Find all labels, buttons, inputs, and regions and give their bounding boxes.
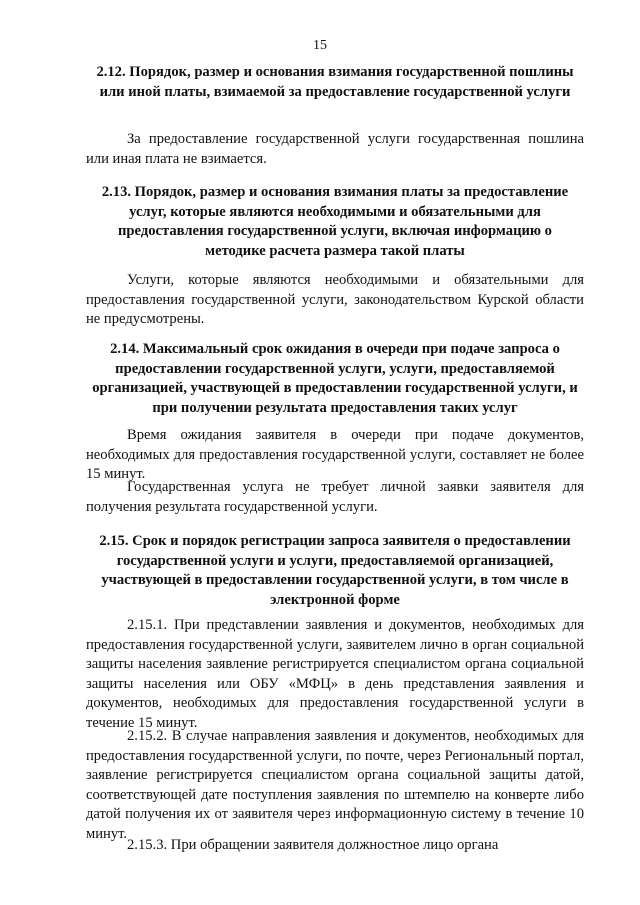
section-2-14-paragraph-2: Государственная услуга не требует личной заявки заявителя для получения результата государственной услуги. [86, 479, 584, 515]
section-2-15-3-paragraph: 2.15.3. При обращении заявителя должностное лицо органа [127, 837, 499, 853]
section-2-14-paragraph-1: Время ожидания заявителя в очереди при подаче документов, необходимых для предоставления государственной услуги, составляет не более 15 минут. [86, 427, 584, 482]
section-2-15-2-paragraph: 2.15.2. В случае направления заявления и документов, необходимых для предоставления государственной услуги, по почте, через Региональный портал, заявление регистрируется специалистом органа социальной защиты датой, соответствующей дате поступления заявления по штемпелю на конверте либо датой получения их от заявителя через информационную систему в течение 10 минут. [86, 728, 584, 842]
section-2-13-paragraph: Услуги, которые являются необходимыми и обязательными для предоставления государственной услуги, законодательством Курской области не предусмотрены. [86, 272, 584, 327]
section-2-15-1-paragraph: 2.15.1. При представлении заявления и документов, необходимых для предоставления государственной услуги, заявителем лично в орган социальной защиты населения заявление регистрируется специалистом органа социальной защиты населения или ОБУ «МФЦ» в день представления заявления и документов, необходимых для предоставления государственной услуги в течение 15 минут. [86, 617, 584, 731]
section-2-13-heading: 2.13. Порядок, размер и основания взимания платы за предоставление услуг, которые являются необходимыми и обязательными для предоставления государственной услуги, включая информацию о методике расчета размера такой платы [101, 184, 569, 259]
section-2-15-heading: 2.15. Срок и порядок регистрации запроса заявителя о предоставлении государственной услуги и услуги, предоставляемой организацией, участвующей в предоставлении государственной услуги, в том числе в электронной форме [99, 533, 571, 608]
section-2-14-heading: 2.14. Максимальный срок ожидания в очереди при подаче запроса о предоставлении государственной услуги, услуги, предоставляемой организацией, участвующей в предоставлении государственной услуги, и при получении результата предоставления таких услуг [92, 341, 578, 416]
section-2-12-paragraph: За предоставление государственной услуги государственная пошлина или иная плата не взимается. [86, 131, 584, 167]
page-number: 15 [313, 38, 327, 53]
section-2-12-heading: 2.12. Порядок, размер и основания взимания государственной пошлины или иной платы, взимаемой за предоставление государственной услуги [96, 64, 574, 100]
